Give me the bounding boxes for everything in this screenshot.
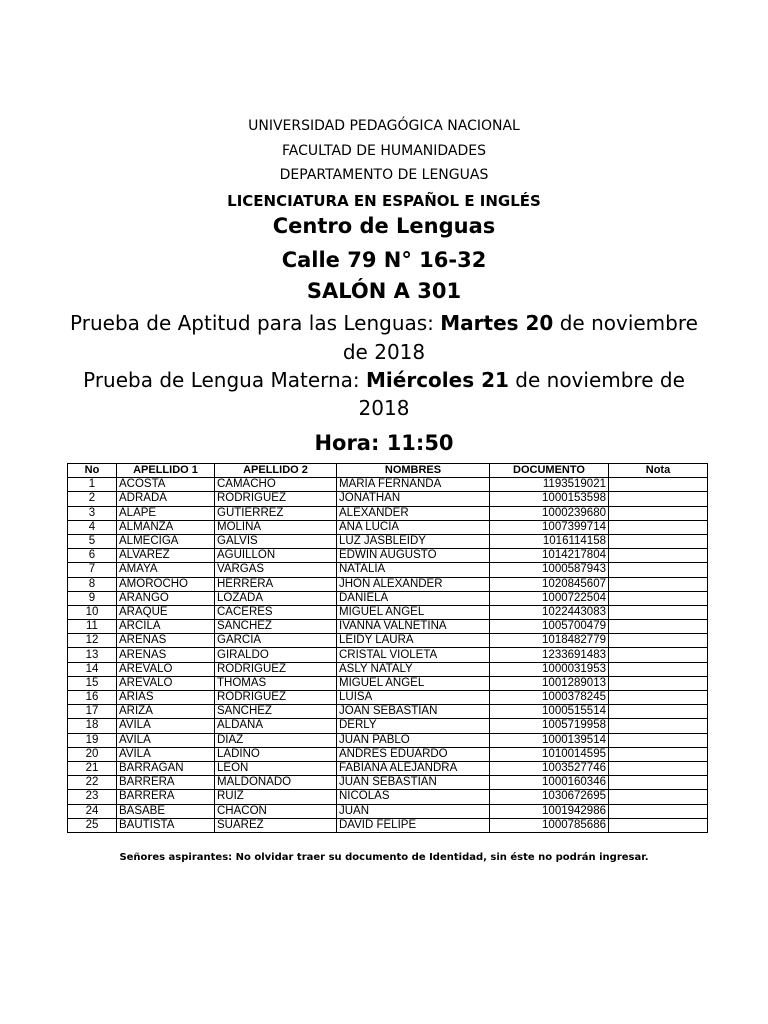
table-row — [68, 506, 708, 520]
table-row — [68, 563, 708, 577]
apellido1-cell: AREVALO — [117, 662, 215, 676]
table-row — [68, 747, 708, 761]
row-number: 19 — [68, 733, 117, 747]
nota-cell — [609, 733, 708, 747]
row-number: 5 — [68, 534, 117, 548]
apellido2-cell: LOZADA — [215, 591, 337, 605]
center-name: Centro de Lenguas — [272, 214, 496, 238]
nombres-cell: ANDRES EDUARDO — [337, 747, 490, 761]
apellido2-cell: GIRALDO — [215, 648, 337, 662]
table-row — [68, 534, 708, 548]
nombres-cell: JUAN SEBASTIAN — [337, 776, 490, 790]
exam-time: Hora: 11:50 — [314, 431, 454, 455]
nombres-cell: DAVID FELIPE — [337, 818, 490, 832]
apellido1-cell: AVILA — [117, 733, 215, 747]
nota-cell — [609, 818, 708, 832]
table-row — [68, 761, 708, 775]
nombres-cell: MARIA FERNANDA — [337, 478, 490, 492]
row-number: 15 — [68, 676, 117, 690]
test2-year: 2018 — [358, 396, 410, 420]
nota-cell — [609, 676, 708, 690]
col-header-apellido1: APELLIDO 1 — [117, 464, 215, 478]
row-number: 16 — [68, 691, 117, 705]
nota-cell — [609, 591, 708, 605]
apellido1-cell: AVILA — [117, 719, 215, 733]
apellido1-cell: AREVALO — [117, 676, 215, 690]
nota-cell — [609, 620, 708, 634]
row-number: 22 — [68, 776, 117, 790]
apellido2-cell: MOLINA — [215, 520, 337, 534]
university-name: UNIVERSIDAD PEDAGÓGICA NACIONAL — [248, 118, 520, 134]
row-number: 25 — [68, 818, 117, 832]
apellido1-cell: BARRAGAN — [117, 761, 215, 775]
documento-cell: 1233691483 — [490, 648, 609, 662]
apellido1-cell: BAUTISTA — [117, 818, 215, 832]
nombres-cell: MIGUEL ANGEL — [337, 676, 490, 690]
table-row — [68, 705, 708, 719]
apellido2-cell: VARGAS — [215, 563, 337, 577]
row-number: 23 — [68, 790, 117, 804]
program-name: LICENCIATURA EN ESPAÑOL E INGLÉS — [227, 192, 541, 210]
table-row — [68, 605, 708, 619]
apellido1-cell: ARENAS — [117, 634, 215, 648]
documento-cell: 1018482779 — [490, 634, 609, 648]
apellido1-cell: ALAPE — [117, 506, 215, 520]
apellido1-cell: BARRERA — [117, 790, 215, 804]
test2-rest: de noviembre de — [508, 368, 685, 392]
col-header-nota: Nota — [609, 464, 708, 478]
documento-cell: 1000515514 — [490, 705, 609, 719]
apellido2-cell: LADINO — [215, 747, 337, 761]
nota-cell — [609, 648, 708, 662]
nota-cell — [609, 705, 708, 719]
nota-cell — [609, 478, 708, 492]
col-header-no: No — [68, 464, 117, 478]
row-number: 12 — [68, 634, 117, 648]
row-number: 10 — [68, 605, 117, 619]
nombres-cell: JUAN — [337, 804, 490, 818]
test1-rest: de noviembre — [553, 311, 698, 335]
nombres-cell: ASLY NATALY — [337, 662, 490, 676]
nota-cell — [609, 804, 708, 818]
table-row — [68, 520, 708, 534]
row-number: 9 — [68, 591, 117, 605]
apellido1-cell: ALMECIGA — [117, 534, 215, 548]
nombres-cell: LEIDY LAURA — [337, 634, 490, 648]
nota-cell — [609, 520, 708, 534]
nombres-cell: JUAN PABLO — [337, 733, 490, 747]
documento-cell: 1193519021 — [490, 478, 609, 492]
nombres-cell: FABIANA ALEJANDRA — [337, 761, 490, 775]
table-row — [68, 790, 708, 804]
apellido2-cell: MALDONADO — [215, 776, 337, 790]
nombres-cell: ANA LUCIA — [337, 520, 490, 534]
nota-cell — [609, 506, 708, 520]
nombres-cell: IVANNA VALNETINA — [337, 620, 490, 634]
documento-cell: 1000785686 — [490, 818, 609, 832]
table-row — [68, 804, 708, 818]
apellido2-cell: AGUILLON — [215, 549, 337, 563]
apellido1-cell: ARANGO — [117, 591, 215, 605]
col-header-documento: DOCUMENTO — [490, 464, 609, 478]
documento-cell: 1001289013 — [490, 676, 609, 690]
nombres-cell: DERLY — [337, 719, 490, 733]
table-row — [68, 577, 708, 591]
apellido1-cell: BASABE — [117, 804, 215, 818]
apellido1-cell: ADRADA — [117, 492, 215, 506]
documento-cell: 1022443083 — [490, 605, 609, 619]
room: SALÓN A 301 — [306, 279, 462, 303]
documento-cell: 1001942986 — [490, 804, 609, 818]
table-header-row — [68, 464, 708, 478]
nota-cell — [609, 776, 708, 790]
test1-line — [0, 311, 768, 335]
documento-cell: 1003527746 — [490, 761, 609, 775]
table-row — [68, 591, 708, 605]
nota-cell — [609, 790, 708, 804]
row-number: 6 — [68, 549, 117, 563]
nombres-cell: ALEXANDER — [337, 506, 490, 520]
row-number: 14 — [68, 662, 117, 676]
documento-cell: 1000160346 — [490, 776, 609, 790]
test1-label: Prueba de Aptitud para las Lenguas: — [70, 311, 441, 335]
row-number: 3 — [68, 506, 117, 520]
nota-cell — [609, 605, 708, 619]
nota-cell — [609, 719, 708, 733]
apellido1-cell: AVILA — [117, 747, 215, 761]
apellido2-cell: RODRIGUEZ — [215, 492, 337, 506]
documento-cell: 1000378245 — [490, 691, 609, 705]
nota-cell — [609, 563, 708, 577]
apellido1-cell: ARENAS — [117, 648, 215, 662]
documento-cell: 1020845607 — [490, 577, 609, 591]
row-number: 2 — [68, 492, 117, 506]
apellido1-cell: ARIZA — [117, 705, 215, 719]
table-row — [68, 733, 708, 747]
row-number: 24 — [68, 804, 117, 818]
address: Calle 79 N° 16-32 — [281, 248, 487, 272]
nombres-cell: NICOLAS — [337, 790, 490, 804]
apellido2-cell: SANCHEZ — [215, 620, 337, 634]
table-row — [68, 492, 708, 506]
nombres-cell: LUZ JASBLEIDY — [337, 534, 490, 548]
nota-cell — [609, 634, 708, 648]
footer-note: Señores aspirantes: No olvidar traer su documento de Identidad, sin éste no podrán ingresar. — [119, 852, 649, 863]
nombres-cell: CRISTAL VIOLETA — [337, 648, 490, 662]
test1-day: Martes 20 — [440, 311, 554, 335]
nombres-cell: LUISA — [337, 691, 490, 705]
apellido2-cell: DIAZ — [215, 733, 337, 747]
row-number: 20 — [68, 747, 117, 761]
table-row — [68, 478, 708, 492]
documento-cell: 1030672695 — [490, 790, 609, 804]
col-header-apellido2: APELLIDO 2 — [215, 464, 337, 478]
table-row — [68, 634, 708, 648]
apellido2-cell: THOMAS — [215, 676, 337, 690]
documento-cell: 1000139514 — [490, 733, 609, 747]
nota-cell — [609, 691, 708, 705]
apellido2-cell: RODRIGUEZ — [215, 662, 337, 676]
row-number: 8 — [68, 577, 117, 591]
test2-day: Miércoles 21 — [366, 368, 509, 392]
roster-body — [68, 478, 708, 833]
table-row — [68, 818, 708, 832]
apellido2-cell: GALVIS — [215, 534, 337, 548]
apellido2-cell: SANCHEZ — [215, 705, 337, 719]
documento-cell: 1007399714 — [490, 520, 609, 534]
table-row — [68, 719, 708, 733]
row-number: 21 — [68, 761, 117, 775]
documento-cell: 1000587943 — [490, 563, 609, 577]
table-row — [68, 776, 708, 790]
test2-line — [0, 368, 768, 392]
documento-cell: 1005719958 — [490, 719, 609, 733]
table-row — [68, 691, 708, 705]
documento-cell: 1000031953 — [490, 662, 609, 676]
table-row — [68, 662, 708, 676]
nombres-cell: NATALIA — [337, 563, 490, 577]
nota-cell — [609, 662, 708, 676]
apellido2-cell: CHACON — [215, 804, 337, 818]
apellido1-cell: AMOROCHO — [117, 577, 215, 591]
apellido2-cell: CACERES — [215, 605, 337, 619]
apellido1-cell: ALMANZA — [117, 520, 215, 534]
apellido1-cell: AMAYA — [117, 563, 215, 577]
table-row — [68, 676, 708, 690]
apellido1-cell: ARAQUE — [117, 605, 215, 619]
row-number: 7 — [68, 563, 117, 577]
nombres-cell: JONATHAN — [337, 492, 490, 506]
nombres-cell: MIGUEL ANGEL — [337, 605, 490, 619]
apellido1-cell: ARIAS — [117, 691, 215, 705]
nota-cell — [609, 747, 708, 761]
apellido2-cell: GARCIA — [215, 634, 337, 648]
apellido2-cell: LEON — [215, 761, 337, 775]
apellido1-cell: ARCILA — [117, 620, 215, 634]
test2-label: Prueba de Lengua Materna: — [83, 368, 367, 392]
apellido2-cell: CAMACHO — [215, 478, 337, 492]
table-row — [68, 648, 708, 662]
apellido2-cell: RUIZ — [215, 790, 337, 804]
apellido2-cell: HERRERA — [215, 577, 337, 591]
table-row — [68, 620, 708, 634]
row-number: 17 — [68, 705, 117, 719]
apellido2-cell: ALDANA — [215, 719, 337, 733]
apellido1-cell: ACOSTA — [117, 478, 215, 492]
documento-cell: 1016114158 — [490, 534, 609, 548]
nombres-cell: DANIELA — [337, 591, 490, 605]
documento-cell: 1000722504 — [490, 591, 609, 605]
nombres-cell: EDWIN AUGUSTO — [337, 549, 490, 563]
table-row — [68, 549, 708, 563]
department-name: DEPARTAMENTO DE LENGUAS — [279, 167, 489, 183]
apellido2-cell: RODRIGUEZ — [215, 691, 337, 705]
row-number: 11 — [68, 620, 117, 634]
documento-cell: 1010014595 — [490, 747, 609, 761]
apellido2-cell: GUTIERREZ — [215, 506, 337, 520]
faculty-name: FACULTAD DE HUMANIDADES — [282, 143, 486, 159]
test1-year: de 2018 — [342, 340, 426, 364]
row-number: 13 — [68, 648, 117, 662]
documento-cell: 1014217804 — [490, 549, 609, 563]
nota-cell — [609, 577, 708, 591]
apellido2-cell: SUAREZ — [215, 818, 337, 832]
documento-cell: 1005700479 — [490, 620, 609, 634]
nota-cell — [609, 549, 708, 563]
row-number: 1 — [68, 478, 117, 492]
nota-cell — [609, 534, 708, 548]
col-header-nombres: NOMBRES — [337, 464, 490, 478]
nombres-cell: JHON ALEXANDER — [337, 577, 490, 591]
nombres-cell: JOAN SEBASTIAN — [337, 705, 490, 719]
roster-table — [67, 463, 708, 833]
documento-cell: 1000153598 — [490, 492, 609, 506]
nota-cell — [609, 761, 708, 775]
documento-cell: 1000239680 — [490, 506, 609, 520]
row-number: 4 — [68, 520, 117, 534]
apellido1-cell: ALVAREZ — [117, 549, 215, 563]
row-number: 18 — [68, 719, 117, 733]
nota-cell — [609, 492, 708, 506]
apellido1-cell: BARRERA — [117, 776, 215, 790]
